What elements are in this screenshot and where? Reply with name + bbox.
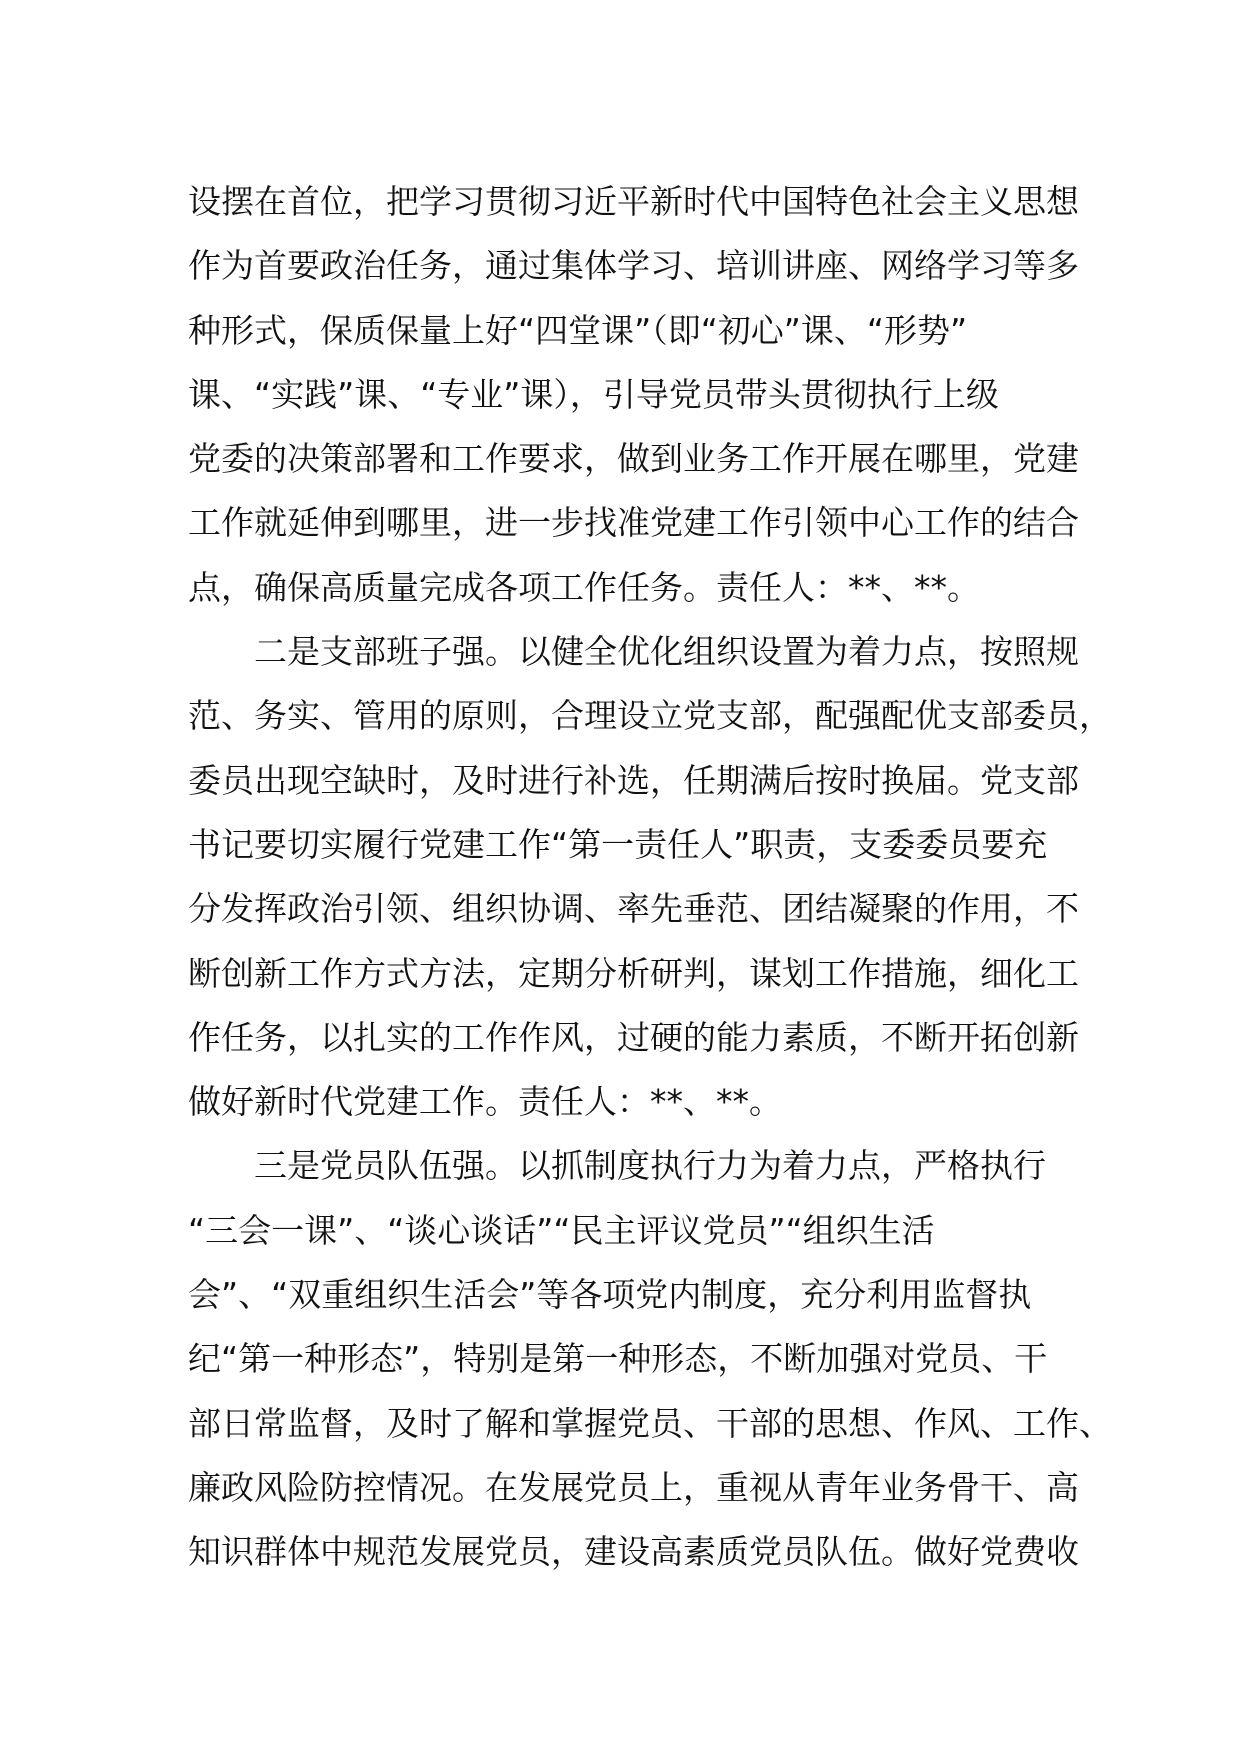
text-line: 作任务，以扎实的工作作风，过硬的能力素质，不断开拓创新 [188,1017,1079,1057]
text-line: 作为首要政治任务，通过集体学习、培训讲座、网络学习等多 [188,246,1079,286]
text-line: 断创新工作方式方法，定期分析研判，谋划工作措施，细化工 [188,953,1079,993]
paragraph-start-line: 三是党员队伍强。以抓制度执行力为着力点，严格执行 [188,1146,1046,1186]
paragraph-start-line: 二是支部班子强。以健全优化组织设置为着力点，按照规 [188,632,1079,672]
text-line: 委员出现空缺时，及时进行补选，任期满后按时换届。党支部 [188,760,1079,800]
text-line: 纪“第一种形态”，特别是第一种形态，不断加强对党员、干 [188,1339,1048,1379]
text-line: 课、“实践”课、“专业”课），引导党员带头贯彻执行上级 [188,374,999,414]
text-line: 知识群体中规范发展党员，建设高素质党员队伍。做好党费收 [188,1532,1079,1572]
text-line: 书记要切实履行党建工作“第一责任人”职责，支委委员要充 [188,824,1048,864]
text-line: 廉政风险防控情况。在发展党员上，重视从青年业务骨干、高 [188,1467,1079,1507]
text-line: 工作就延伸到哪里，进一步找准党建工作引领中心工作的结合 [188,503,1079,543]
text-line: 设摆在首位，把学习贯彻习近平新时代中国特色社会主义思想 [188,182,1079,221]
text-line: 范、务实、管用的原则，合理设立党支部，配强配优支部委员， [188,696,1112,736]
text-line: 种形式，保质保量上好“四堂课”（即“初心”课、“形势” [188,310,968,350]
text-line: 分发挥政治引领、组织协调、率先垂范、团结凝聚的作用，不 [188,889,1079,929]
text-line: 做好新时代党建工作。责任人：**、**。 [188,1082,782,1122]
document-body [188,170,1112,1585]
text-line: 部日常监督，及时了解和掌握党员、干部的思想、作风、工作、 [188,1403,1112,1443]
text-line: 会”、“双重组织生活会”等各项党内制度，充分利用监督执 [188,1275,1032,1315]
text-line: 点，确保高质量完成各项工作任务。责任人：**、**。 [188,567,980,607]
text-line: “三会一课”、“谈心谈话”“民主评议党员”“组织生活 [188,1210,935,1250]
text-line: 党委的决策部署和工作要求，做到业务工作开展在哪里，党建 [188,439,1079,479]
